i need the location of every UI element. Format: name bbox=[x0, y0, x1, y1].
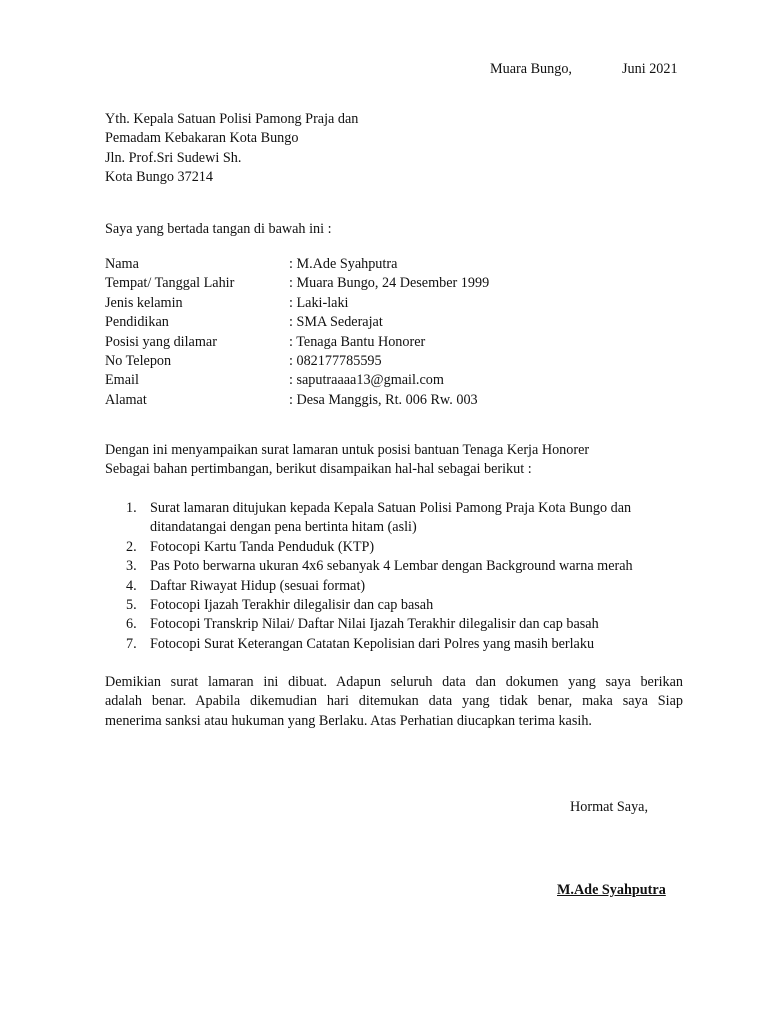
list-number: 1. bbox=[126, 500, 137, 516]
list-number: 5. bbox=[126, 597, 137, 614]
detail-value: : Laki-laki bbox=[289, 294, 349, 311]
detail-label: Pendidikan bbox=[105, 314, 169, 331]
list-item bbox=[105, 577, 685, 596]
detail-row-education bbox=[105, 313, 489, 332]
list-text: Fotocopi Kartu Tanda Penduduk (KTP) bbox=[150, 538, 375, 555]
recipient-line: Jln. Prof.Sri Sudewi Sh. bbox=[105, 149, 242, 166]
letter-city: Muara Bungo, bbox=[490, 61, 572, 77]
list-number: 6. bbox=[126, 616, 137, 633]
list-item bbox=[105, 557, 685, 576]
detail-value: : 082177785595 bbox=[289, 352, 382, 369]
recipient-line: Yth. Kepala Satuan Polisi Pamong Praja dan bbox=[105, 111, 359, 127]
detail-row-address bbox=[105, 391, 489, 410]
detail-label: Email bbox=[105, 372, 139, 389]
list-text: Fotocopi Ijazah Terakhir dilegalisir dan cap basah bbox=[150, 597, 434, 614]
paragraph-line: Dengan ini menyampaikan surat lamaran untuk posisi bantuan Tenaga Kerja Honorer bbox=[105, 442, 590, 458]
list-number: 7. bbox=[126, 635, 137, 652]
list-item bbox=[105, 499, 685, 538]
recipient-line: Kota Bungo 37214 bbox=[105, 169, 213, 186]
detail-row-position bbox=[105, 333, 489, 352]
list-number: 3. bbox=[126, 558, 137, 575]
detail-label: Jenis kelamin bbox=[105, 294, 183, 311]
list-text: Fotocopi Transkrip Nilai/ Daftar Nilai Ijazah Terakhir dilegalisir dan cap basah bbox=[150, 616, 599, 633]
list-text: Fotocopi Surat Keterangan Catatan Kepolisian dari Polres yang masih berlaku bbox=[150, 635, 595, 652]
list-text: Surat lamaran ditujukan kepada Kepala Satuan Polisi Pamong Praja Kota Bungo dan ditandatangai dengan pena bertinta hitam (asli) bbox=[150, 500, 632, 536]
detail-value: : Desa Manggis, Rt. 006 Rw. 003 bbox=[289, 391, 478, 408]
list-item bbox=[105, 615, 685, 634]
detail-row-gender bbox=[105, 294, 489, 313]
applicant-details bbox=[105, 255, 489, 410]
purpose-paragraph bbox=[105, 441, 589, 480]
detail-value: : Muara Bungo, 24 Desember 1999 bbox=[289, 275, 490, 292]
list-item bbox=[105, 596, 685, 615]
detail-label: No Telepon bbox=[105, 352, 172, 369]
list-number: 2. bbox=[126, 538, 137, 555]
recipient-address bbox=[105, 110, 358, 188]
detail-label: Nama bbox=[105, 256, 139, 272]
attachment-list bbox=[105, 499, 685, 654]
closing-paragraph bbox=[105, 673, 683, 731]
detail-label: Alamat bbox=[105, 391, 147, 408]
letter-date: Juni 2021 bbox=[622, 61, 678, 77]
list-text: Daftar Riwayat Hidup (sesuai format) bbox=[150, 577, 366, 594]
paragraph-line: Demikian surat lamaran ini dibuat. Adapun seluruh data dan dokumen yang saya berikan bbox=[105, 674, 683, 690]
signer-name: M.Ade Syahputra bbox=[557, 882, 666, 898]
paragraph-line: Sebagai bahan pertimbangan, berikut disampaikan hal-hal sebagai berikut : bbox=[105, 461, 532, 478]
detail-value: : SMA Sederajat bbox=[289, 314, 383, 331]
paragraph-line: adalah benar. Apabila dikemudian hari ditemukan data yang tidak benar, maka saya Siap bbox=[105, 693, 683, 710]
closing-salutation: Hormat Saya, bbox=[570, 799, 649, 815]
recipient-line: Pemadam Kebakaran Kota Bungo bbox=[105, 130, 299, 147]
paragraph-line: menerima sanksi atau hukuman yang Berlaku. Atas Perhatian diucapkan terima kasih. bbox=[105, 712, 592, 729]
detail-row-birth bbox=[105, 274, 489, 293]
list-item bbox=[105, 538, 685, 557]
intro-text: Saya yang bertada tangan di bawah ini : bbox=[105, 221, 332, 237]
detail-label: Posisi yang dilamar bbox=[105, 333, 217, 350]
detail-label: Tempat/ Tanggal Lahir bbox=[105, 275, 235, 292]
detail-row-email bbox=[105, 371, 489, 390]
detail-value: : saputraaaa13@gmail.com bbox=[289, 372, 444, 389]
detail-value: : Tenaga Bantu Honorer bbox=[289, 333, 426, 350]
list-number: 4. bbox=[126, 577, 137, 594]
detail-row-phone bbox=[105, 352, 489, 371]
list-text: Pas Poto berwarna ukuran 4x6 sebanyak 4 Lembar dengan Background warna merah bbox=[150, 558, 633, 575]
detail-row-name bbox=[105, 255, 489, 274]
detail-value: : M.Ade Syahputra bbox=[289, 256, 398, 272]
list-item bbox=[105, 635, 685, 654]
